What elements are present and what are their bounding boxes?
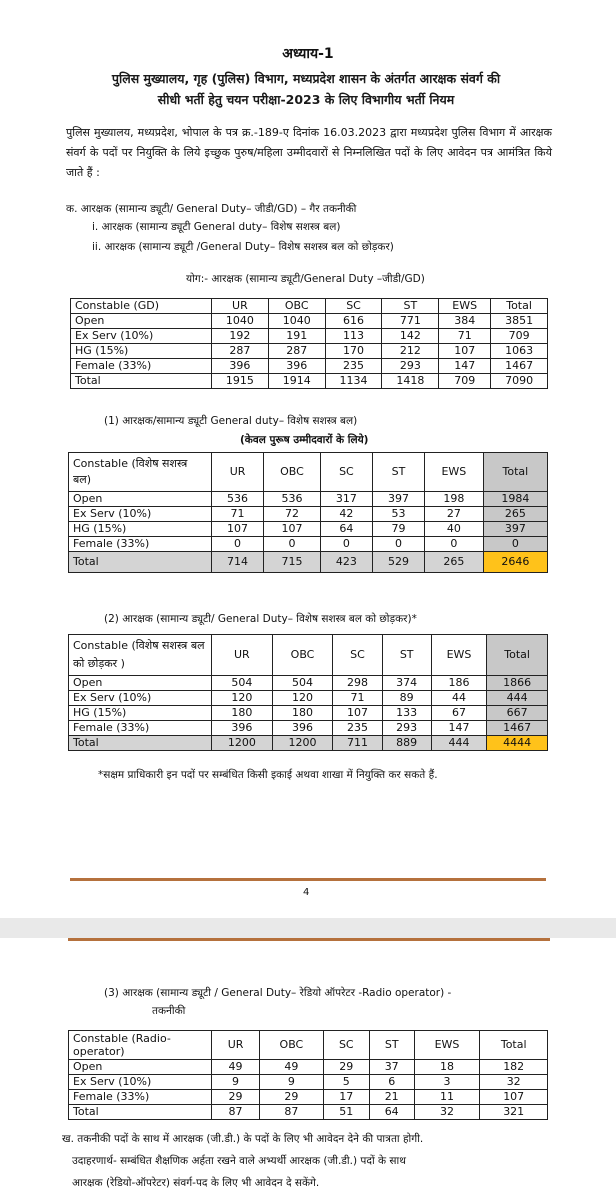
table-head-label: Constable (विशेष सशस्त्र बल को छोड़कर ) [69, 635, 212, 676]
cell: 616 [325, 314, 382, 329]
col-obc: OBC [272, 635, 333, 676]
cell: 42 [320, 507, 372, 522]
cell: 423 [320, 552, 372, 573]
cell: 6 [369, 1075, 414, 1090]
cell: 212 [382, 344, 439, 359]
cell: 715 [264, 552, 321, 573]
cell: 265 [425, 552, 484, 573]
col-ur: UR [212, 299, 269, 314]
col-ur: UR [212, 1031, 260, 1060]
row-label: Ex Serv (10%) [69, 507, 212, 522]
cell: 1915 [212, 374, 269, 389]
cell: 64 [369, 1105, 414, 1120]
cell: 120 [212, 691, 273, 706]
cell: 1063 [491, 344, 548, 359]
page-number: 4 [303, 887, 310, 898]
cell: 198 [425, 492, 484, 507]
cell: 235 [325, 359, 382, 374]
col-sc: SC [320, 453, 372, 492]
cell: 192 [212, 329, 269, 344]
col-obc: OBC [264, 453, 321, 492]
cell: 133 [382, 706, 431, 721]
cell: 29 [323, 1060, 369, 1075]
table-row [69, 676, 548, 691]
cell: 0 [425, 537, 484, 552]
cell: 113 [325, 329, 382, 344]
cell: 317 [320, 492, 372, 507]
cell: 287 [268, 344, 325, 359]
cell: 7090 [491, 374, 548, 389]
cell: 396 [268, 359, 325, 374]
table-row [69, 721, 548, 736]
cell: 265 [483, 507, 547, 522]
table-radio-operator [68, 1030, 548, 1120]
row-label: Female (33%) [69, 721, 212, 736]
cell: 32 [480, 1075, 548, 1090]
table-row [69, 1075, 548, 1090]
col-total: Total [480, 1031, 548, 1060]
page-header-rule [68, 938, 550, 941]
heading-line-2: सीधी भर्ती हेतु चयन परीक्षा-2023 के लिए विभागीय भर्ती नियम [157, 92, 455, 107]
cell: 5 [323, 1075, 369, 1090]
cell: 1914 [268, 374, 325, 389]
cell: 87 [212, 1105, 260, 1120]
cell: 1467 [487, 721, 548, 736]
cell: 293 [382, 359, 439, 374]
col-ews: EWS [425, 453, 484, 492]
table-row [69, 706, 548, 721]
table-header-row [69, 453, 548, 492]
cell: 180 [272, 706, 333, 721]
page-footer-rule [70, 878, 546, 881]
table-head-label: Constable (विशेष सशस्त्र बल) [69, 453, 212, 492]
cell: 170 [325, 344, 382, 359]
document-page-5 [0, 938, 616, 1200]
row-label: Ex Serv (10%) [69, 691, 212, 706]
table-row [69, 522, 548, 537]
cell: 771 [382, 314, 439, 329]
table-excluding-special-armed-force [68, 634, 548, 751]
cell: 49 [212, 1060, 260, 1075]
section-kh-line-1: ख. तकनीकी पदों के साथ में आरक्षक (जी.डी.) के पदों के लिए भी आवेदन देने की पात्रता होगी. [62, 1133, 424, 1145]
cell: 3 [414, 1075, 480, 1090]
cell: 107 [333, 706, 382, 721]
col-st: ST [382, 299, 439, 314]
table-constable-gd [70, 298, 548, 389]
cell: 396 [212, 721, 273, 736]
cell: 49 [260, 1060, 324, 1075]
table-header-row [69, 635, 548, 676]
sub3-title-line-2: तकनीकी [152, 1005, 186, 1017]
table-row [71, 344, 548, 359]
cell: 182 [480, 1060, 548, 1075]
cell: 29 [212, 1090, 260, 1105]
cell: 384 [439, 314, 491, 329]
row-label: Total [69, 552, 212, 573]
col-st: ST [372, 453, 424, 492]
row-label: Open [69, 1060, 212, 1075]
row-label: Female (33%) [69, 537, 212, 552]
row-label: Ex Serv (10%) [69, 1075, 212, 1090]
cell: 51 [323, 1105, 369, 1120]
cell: 87 [260, 1105, 324, 1120]
item-ii: ii. आरक्षक (सामान्य ड्यूटी /General Duty– विशेष सशस्त्र बल को छोड़कर) [92, 241, 394, 253]
row-label: HG (15%) [69, 706, 212, 721]
cell: 536 [212, 492, 264, 507]
cell: 1467 [491, 359, 548, 374]
cell: 0 [264, 537, 321, 552]
table-total-row [69, 736, 548, 751]
col-ews: EWS [414, 1031, 480, 1060]
cell: 0 [483, 537, 547, 552]
cell: 529 [372, 552, 424, 573]
cell: 396 [272, 721, 333, 736]
cell: 397 [483, 522, 547, 537]
table-row [71, 329, 548, 344]
chapter-title: अध्याय-1 [282, 46, 334, 62]
col-st: ST [369, 1031, 414, 1060]
col-ews: EWS [431, 635, 486, 676]
cell: 504 [212, 676, 273, 691]
cell: 0 [372, 537, 424, 552]
section-kh-line-3: आरक्षक (रेडियो-ऑपरेटर) संवर्ग-पद के लिए भी आवेदन दे सकेंगे. [72, 1177, 320, 1189]
cell: 21 [369, 1090, 414, 1105]
cell: 72 [264, 507, 321, 522]
col-sc: SC [323, 1031, 369, 1060]
cell: 180 [212, 706, 273, 721]
row-label: Open [71, 314, 212, 329]
table-head-label: Constable (GD) [71, 299, 212, 314]
cell: 79 [372, 522, 424, 537]
cell: 0 [212, 537, 264, 552]
table-row [69, 691, 548, 706]
row-label: Open [69, 492, 212, 507]
col-sc: SC [325, 299, 382, 314]
cell: 374 [382, 676, 431, 691]
cell: 287 [212, 344, 269, 359]
col-total: Total [487, 635, 548, 676]
row-label: Female (33%) [71, 359, 212, 374]
row-label: HG (15%) [71, 344, 212, 359]
section-k-title: क. आरक्षक (सामान्य ड्यूटी/ General Duty– जीडी/GD) – गैर तकनीकी [66, 203, 357, 215]
cell: 71 [212, 507, 264, 522]
cell: 191 [268, 329, 325, 344]
cell: 1134 [325, 374, 382, 389]
cell: 32 [414, 1105, 480, 1120]
cell: 714 [212, 552, 264, 573]
table-row [69, 537, 548, 552]
document-heading [56, 68, 556, 110]
col-ur: UR [212, 453, 264, 492]
col-ews: EWS [439, 299, 491, 314]
row-label: Open [69, 676, 212, 691]
cell: 107 [480, 1090, 548, 1105]
cell: 504 [272, 676, 333, 691]
cell: 1200 [212, 736, 273, 751]
cell: 9 [260, 1075, 324, 1090]
cell: 142 [382, 329, 439, 344]
cell: 107 [212, 522, 264, 537]
col-total: Total [491, 299, 548, 314]
cell: 298 [333, 676, 382, 691]
table-total-row [71, 374, 548, 389]
table-row [69, 1060, 548, 1075]
cell: 397 [372, 492, 424, 507]
row-label: Total [71, 374, 212, 389]
cell: 29 [260, 1090, 324, 1105]
cell: 889 [382, 736, 431, 751]
cell: 1040 [212, 314, 269, 329]
col-st: ST [382, 635, 431, 676]
row-label: Total [69, 1105, 212, 1120]
table-head-label: Constable (Radio-operator) [69, 1031, 212, 1060]
cell: 709 [439, 374, 491, 389]
cell: 27 [425, 507, 484, 522]
table-row [69, 492, 548, 507]
table-header-row [71, 299, 548, 314]
cell: 120 [272, 691, 333, 706]
cell: 53 [372, 507, 424, 522]
cell: 396 [212, 359, 269, 374]
cell: 1200 [272, 736, 333, 751]
cell: 67 [431, 706, 486, 721]
cell: 107 [264, 522, 321, 537]
cell: 0 [320, 537, 372, 552]
cell: 1418 [382, 374, 439, 389]
cell: 3851 [491, 314, 548, 329]
table-row [71, 359, 548, 374]
cell: 71 [439, 329, 491, 344]
table-header-row [69, 1031, 548, 1060]
cell: 1040 [268, 314, 325, 329]
item-i: i. आरक्षक (सामान्य ड्यूटी General duty– विशेष सशस्त्र बल) [92, 221, 341, 233]
col-obc: OBC [260, 1031, 324, 1060]
col-sc: SC [333, 635, 382, 676]
cell: 4444 [487, 736, 548, 751]
cell: 536 [264, 492, 321, 507]
cell: 147 [439, 359, 491, 374]
col-total: Total [483, 453, 547, 492]
sub1-title: (1) आरक्षक/सामान्य ड्यूटी General duty– विशेष सशस्त्र बल) [104, 415, 358, 427]
cell: 293 [382, 721, 431, 736]
cell: 64 [320, 522, 372, 537]
cell: 147 [431, 721, 486, 736]
cell: 1984 [483, 492, 547, 507]
cell: 9 [212, 1075, 260, 1090]
cell: 11 [414, 1090, 480, 1105]
table-row [69, 1090, 548, 1105]
cell: 17 [323, 1090, 369, 1105]
table-special-armed-force [68, 452, 548, 573]
row-label: Total [69, 736, 212, 751]
row-label: Ex Serv (10%) [71, 329, 212, 344]
sub1-note: (केवल पुरूष उम्मीदवारों के लिये) [240, 434, 369, 446]
cell: 667 [487, 706, 548, 721]
sub3-title-line-1: (3) आरक्षक (सामान्य ड्यूटी / General Duty– रेडियो ऑपरेटर -Radio operator) - [104, 987, 452, 999]
cell: 711 [333, 736, 382, 751]
table-total-row [69, 552, 548, 573]
table-total-row [69, 1105, 548, 1120]
footnote: *सक्षम प्राधिकारी इन पदों पर सम्बंधित किसी इकाई अथवा शाखा में नियुक्ति कर सकते हैं. [98, 769, 438, 781]
heading-line-1: पुलिस मुख्यालय, गृह (पुलिस) विभाग, मध्यप्रदेश शासन के अंतर्गत आरक्षक संवर्ग की [111, 71, 501, 86]
col-obc: OBC [268, 299, 325, 314]
cell: 37 [369, 1060, 414, 1075]
cell: 89 [382, 691, 431, 706]
cell: 321 [480, 1105, 548, 1120]
table-row [71, 314, 548, 329]
row-label: HG (15%) [69, 522, 212, 537]
cell: 71 [333, 691, 382, 706]
cell: 18 [414, 1060, 480, 1075]
cell: 107 [439, 344, 491, 359]
row-label: Female (33%) [69, 1090, 212, 1105]
section-kh-line-2: उदाहरणार्थ- सम्बंधित शैक्षणिक अर्हता रखने वाले अभ्यर्थी आरक्षक (जी.डी.) पदों के साथ [72, 1155, 406, 1167]
cell: 235 [333, 721, 382, 736]
table-row [69, 507, 548, 522]
intro-paragraph: पुलिस मुख्यालय, मध्यप्रदेश, भोपाल के पत्र क्र.-189-ए दिनांक 16.03.2023 द्वारा मध्यप्रदेश पुलिस विभाग में आरक्षक संवर्ग के पदों पर नियुक्ति के लिये इच्छुक पुरुष/महिला उम्मीदवारों से निम्नलिखित पदों के लिए आवेदन पत्र आमंत्रित किये जाते हैं : [66, 126, 552, 179]
cell: 2646 [483, 552, 547, 573]
cell: 44 [431, 691, 486, 706]
cell: 444 [431, 736, 486, 751]
sub2-title: (2) आरक्षक (सामान्य ड्यूटी/ General Duty– विशेष सशस्त्र बल को छोड़कर)* [104, 613, 417, 625]
col-ur: UR [212, 635, 273, 676]
cell: 1866 [487, 676, 548, 691]
cell: 186 [431, 676, 486, 691]
cell: 40 [425, 522, 484, 537]
cell: 444 [487, 691, 548, 706]
total-caption: योग:- आरक्षक (सामान्य ड्यूटी/General Duty –जीडी/GD) [186, 273, 425, 285]
cell: 709 [491, 329, 548, 344]
